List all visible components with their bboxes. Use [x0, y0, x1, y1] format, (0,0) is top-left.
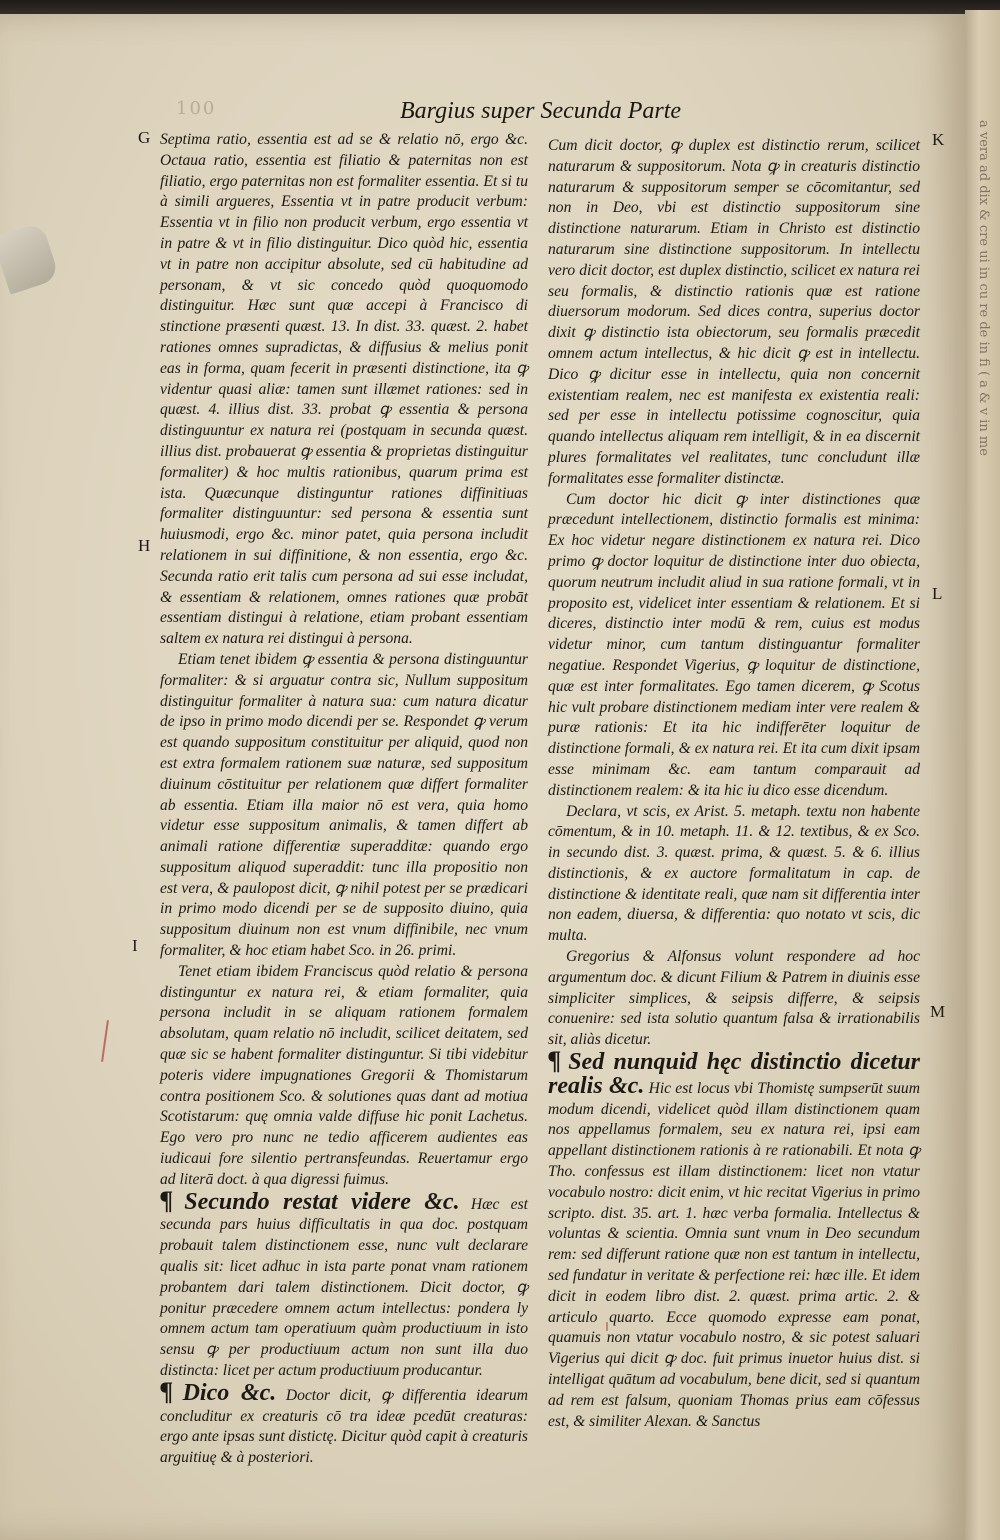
right-paragraph-4: Gregorius & Alfonsus volunt respondere ad hoc argumentum doc. & dicunt Filium & Patrem in diuinis esse simpliciter simplices, & seipsis differre, & seipsis conuenire: sed ista solutio quantum falsa & irrationabilis sit, aliàs dicetur.	[548, 948, 920, 1049]
right-column	[548, 136, 920, 1432]
right-paragraph-3: Declara, vt scis, ex Arist. 5. metaph. textu non habente cōmentum, & in 10. metaph. 11. & 12. textibus, & ex Sco. in secundo dist. 3. quæst. prima, & quæst. 5. & 6. illius distinctionis, & ex auctore formalitatum in cap. de distinctione & identitate reali, quæ nam sit differentia inter non eadem, diuersa, & differentia: quo notato vt scis, dic multa.	[548, 802, 920, 945]
heading-secundo: Secundo restat videre &c.	[184, 1188, 460, 1215]
left-paragraph-2: Etiam tenet ibidem ꝙ essentia & persona distinguuntur formaliter: & si arguatur contra sic, Nullum suppositum distinguitur formaliter à natura sua: cum natura dicatur de ipso in primo modo dicendi per se. Respondet ꝙ verum est quando suppositum constituitur per aliquid, quod non est extra formalem rationem suæ naturæ, sed suppositum diuinum cōstituitur per relationem quæ differt formaliter ab essentia. Etiam illa maior nō est vera, quia homo videtur esse suppositum animalis, & tamen differt ab animali ratione differentiæ superadditæ: quando ergo suppositum aliquod superaddit: tunc illa propositio non est vera, & paulopost dicit, ꝙ nihil potest per se prædicari in primo modo dicendi per se de supposito diuino, quia suppositum diuinum non est vnum diffinibile, nec vnum formaliter, & hoc etiam habet Sco. in 26. primi.	[160, 650, 528, 960]
margin-letter-l: L	[932, 584, 943, 603]
margin-letter-h: H	[138, 536, 151, 555]
pilcrow-icon: ¶	[160, 1376, 173, 1406]
right-paragraph-1: Cum dicit doctor, ꝙ duplex est distinctio rerum, scilicet naturarum & suppositorum. Nota ꝙ in creaturis distinctio naturarum & suppositorum semper se cōcomitantur, sed non in Deo, vbi est distinctio suppositorum sine distinctione naturarum. Etiam in Christo est distinctio naturarum sine distinctione suppositorum. In intellectu vero dicit doctor, est duplex distinctio, scilicet ex natura rei seu formalis, & distinctio rationis quæ est ratione diuersorum modorum. Sed dices contra, superius doctor dixit ꝙ distinctio ista obiectorum, seu formalis præcedit omnem actum intellectus, & hic dicit ꝙ est in intellectu. Dico ꝙ dicitur esse in intellectu, quia non concernit existentiam realem, nec est manifesta ex existentia reali: sed per esse in intellectu potissime cognoscitur, quia quando intellectus aliquam rem intelligit, & in ea discernit plures formalitates vel realitates, tunc concludunt illæ formalitates esse formaliter distinctæ.	[548, 137, 920, 487]
facing-page-text: a vera ad dix & cre ui in cu re de in fi ( a & v in me	[976, 120, 991, 456]
sed-text: Hic est locus vbi Thomistę sumpserūt suum modum dicendi, videlicet quòd illam distinctionem quam nos appellamus formalem, seu ex natura rei, ipsi eam appellant distinctionem rationis à re rationabili. Et nota ꝙ Tho. confessus est illam distinctionem: licet non vtatur vocabulo nostro: dicit enim, vt hic recitat Vigerius in primo scripto. dist. 35. art. 1. hæc verba formalia. Intellectus & voluntas & scientia. Omnia sunt vnum in Deo secundum rem: sed differunt ratione quæ non est tantum in intellectu, sed fundatur in veritate & perfectione rei: hæc ille. Et idem dicit in eodem libro dist. 2. quæst. prima artic. 2. & articulo quarto. Ecce quomodo expresse eam ponat, quamuis non vtatur vocabulo nostro, & sic potest saluari Vigerius qui dicit ꝙ doc. fuit primus inuetor huius dist. si intelligat quātum ad vocabulum, bene dicit, sed si quantum ad rem est falsum, quoniam Thomas prius eam cōfessus est, & similiter Alexan. & Sanctus	[548, 1079, 920, 1430]
left-column	[160, 130, 528, 1469]
right-paragraph-2: Cum doctor hic dicit ꝙ inter distinctiones quæ præcedunt intellectionem, distinctio formalis est minima: Ex hoc videtur negare distinctionem ex natura rei. Dico primo ꝙ doctor loquitur de distinctione inter duo obiecta, quorum neutrum includit aliud in sua ratione formali, vt in proposito est, videlicet inter essentiam & relationem. Et si diceres, distinctio inter modū & rem, cuius est modus videtur minor, cum tantum distinguantur formaliter negatiue. Respondet Vigerius, ꝙ loquitur de distinctione, quæ est inter formalitates. Ego tamen dicerem, ꝙ Scotus hic vult probare distinctionem mediam inter vere realem & puræ rationis: Et ita hic indifferēter loquitur de distinctione formali, & ex natura rei. Et ita cum dixit ipsam esse minimam &c. eam tantum comparauit ad distinctionem realem: & ita hic iu dico esse dicendum.	[548, 490, 920, 799]
pilcrow-icon: ¶	[160, 1185, 173, 1215]
margin-letter-k: K	[932, 130, 945, 149]
margin-letter-m: M	[930, 1002, 946, 1021]
dico-section	[160, 1376, 528, 1469]
sed-section	[548, 1046, 921, 1432]
running-header: Bargius super Secunda Parte	[400, 98, 682, 124]
left-paragraph-3: Tenet etiam ibidem Franciscus quòd relatio & persona distinguntur ex natura rei, & etiam formaliter, quia persona includit in se aliquam rationem formalem absolutam, quam relatio nō includit, scilicet deitatem, sed quæ sic se habent formaliter distinguntur. Si tibi videbitur poteris videre impugnationes Gregorii & Thomistarum contra positionem Sco. & solutiones quas dant ad motiua Scotistarum: quę omnia valde diffuse hic ponit Lachetus. Ego vero pro nunc ne tedio afficerem audientes eas iudicaui fore silentio pertransfeundas. Reuertamur ergo ad literā doct. à qua digressi fuimus.	[160, 962, 528, 1188]
secundo-text: Hæc est secunda pars huius difficultatis in qua doc. postquam probauit talem distinctionem esse, nunc vult declarare qualis sit: licet adhuc in ista parte ponat vnam rationem probantem dari talem distinctionem. Dicit doctor, ꝙ ponitur præcedere omnem actum intellectus: pondera ly omnem actum tam operatiuum quàm productiuum in isto sensu ꝙ per productiuum actum non sunt illa duo distincta: licet per actum productiuum producantur.	[160, 1195, 528, 1380]
margin-letter-i: I	[132, 936, 138, 955]
ghost-page-number: 100	[176, 98, 217, 119]
heading-sed: Sed nunquid hęc distinctio dicetur realis &c.	[548, 1049, 921, 1099]
pilcrow-icon: ¶	[548, 1046, 561, 1076]
heading-dico: Dico &c.	[182, 1379, 277, 1406]
left-paragraph-1: Septima ratio, essentia est ad se & relatio nō, ergo &c. Octaua ratio, essentia est filiatio & paternitas non est filiatio, ergo paternitas non est formaliter essentia. Et si tu à simili argueres, Essentia vt in patre producit verbum: Essentia vt in filio non producit verbum, ergo essentia vt in patre & vt in filio distinguitur. Dico quòd hic, essentia vt in patre non accipitur absolute, sed cū habitudine ad personam, & vt sic concedo quòd quoquomodo distinguitur. Hæc sunt quæ accepi à Francisco di stinctione præsenti quæst. 13. In dist. 33. quæst. 2. habet rationes omnes supradictas, & diffusius & melius ponit eas in forma, quam fecerit in præsenti distinctione, ita ꝙ videntur quasi aliæ: tamen sunt illæmet rationes: sed in quæst. 4. illius dist. 33. probat ꝙ essentia & persona distinguuntur ex natura rei (postquam in secunda quæst. illius dist. probauerat ꝙ essentia & proprietas distinguitur formaliter) & hoc multis rationibus, quarum prima est ista. Quæcunque distinguntur rationes diffinitiuas formaliter distinguuntur: sed persona & essentia sunt huiusmodi, ergo &c. minor patet, quia persona includit relationem in sui diffinitione, & non essentia, ergo &c. Secunda ratio erit talis cum persona ad sui esse includat, & essentiam & relationem, omnes rationes quæ probāt essentiam distingui à relatione, etiam probant essentiam saltem ex natura rei distingui à persona.	[160, 131, 528, 648]
margin-letter-g: G	[138, 128, 151, 147]
secundo-section	[160, 1185, 528, 1382]
dico-text: Doctor dicit, ꝙ differentia idearum concluditur ex creaturis cō tra ideæ pcedūt creaturas: ergo ante ipsas sunt distictę. Dicitur quòd capit à creaturis arguitiuę & à posteriori.	[160, 1386, 528, 1467]
